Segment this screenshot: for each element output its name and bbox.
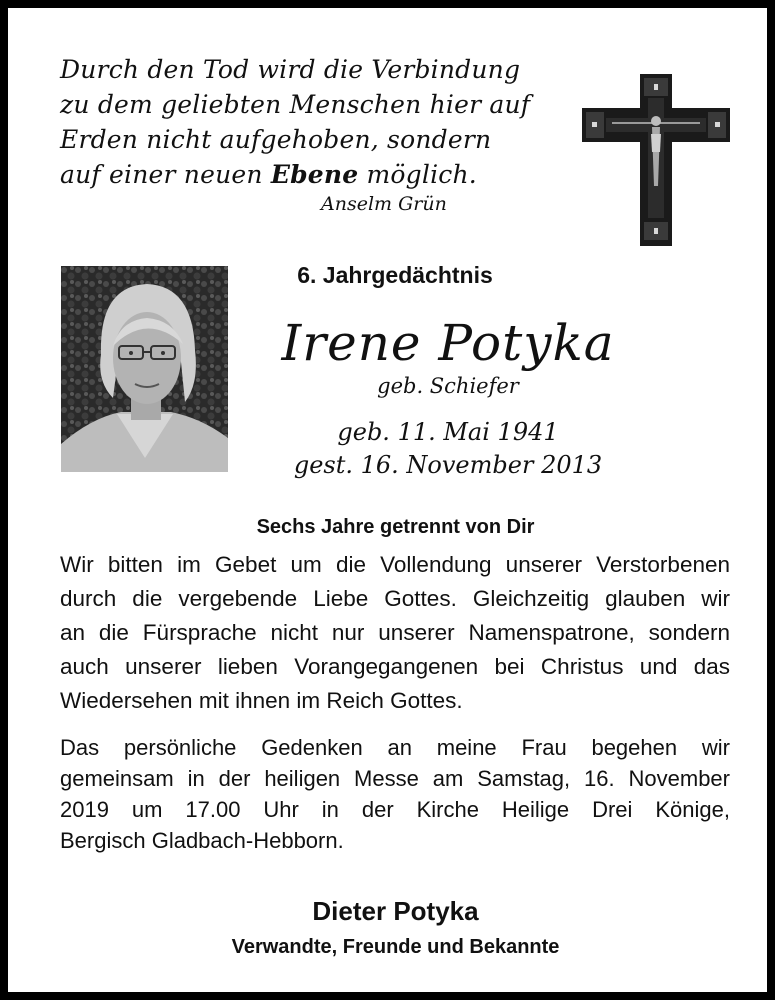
quote-emphasis: Ebene <box>270 160 359 189</box>
anniversary-heading: 6. Jahrgedächtnis <box>297 262 493 288</box>
paragraph-line: Wiedersehen mit ihnen im Reich Gottes. <box>60 688 463 713</box>
quote-line: zu dem geliebten Menschen hier auf <box>60 90 531 119</box>
paragraph-line: Das persönliche Gedenken an meine Frau begehen wir <box>60 735 730 760</box>
death-date: gest. 16. November 2013 <box>293 451 603 479</box>
portrait-photo <box>61 266 228 472</box>
quote-line: Erden nicht aufgehoben, sondern <box>60 125 492 154</box>
paragraph-line: Wir bitten im Gebet um die Vollendung unserer Verstorbenen <box>60 552 730 577</box>
quote-text: möglich. <box>358 160 477 189</box>
prayer-paragraph <box>60 548 730 718</box>
quote-text: auf einer neuen <box>60 160 271 189</box>
signer-name: Dieter Potyka <box>312 896 479 926</box>
quote <box>60 52 560 192</box>
quote-line: Durch den Tod wird die Verbindung <box>60 55 521 84</box>
paragraph-line: 2019 um 17.00 Uhr in der Kirche Heilige Drei Könige, <box>60 797 730 822</box>
deceased-name: Irene Potyka <box>281 314 615 372</box>
quote-line <box>60 157 560 192</box>
quote-author: Anselm Grün <box>321 193 447 215</box>
birth-date: geb. 11. Mai 1941 <box>337 418 559 446</box>
subheading: Sechs Jahre getrennt von Dir <box>256 516 535 538</box>
paragraph-line: Bergisch Gladbach-Hebborn. <box>60 828 344 853</box>
paragraph-line: durch die vergebende Liebe Gottes. Gleichzeitig glauben wir <box>60 586 730 611</box>
maiden-name: geb. Schiefer <box>377 374 519 398</box>
paragraph-line: gemeinsam in der heiligen Messe am Samstag, 16. November <box>60 766 730 791</box>
paragraph-line: auch unserer lieben Vorangegangenen bei Christus und das <box>60 654 730 679</box>
relatives-line: Verwandte, Freunde und Bekannte <box>231 936 560 958</box>
paragraph-line: an die Fürsprache nicht nur unserer Namenspatrone, sondern <box>60 620 730 645</box>
mass-paragraph <box>60 732 730 856</box>
crucifix-icon <box>582 74 730 246</box>
